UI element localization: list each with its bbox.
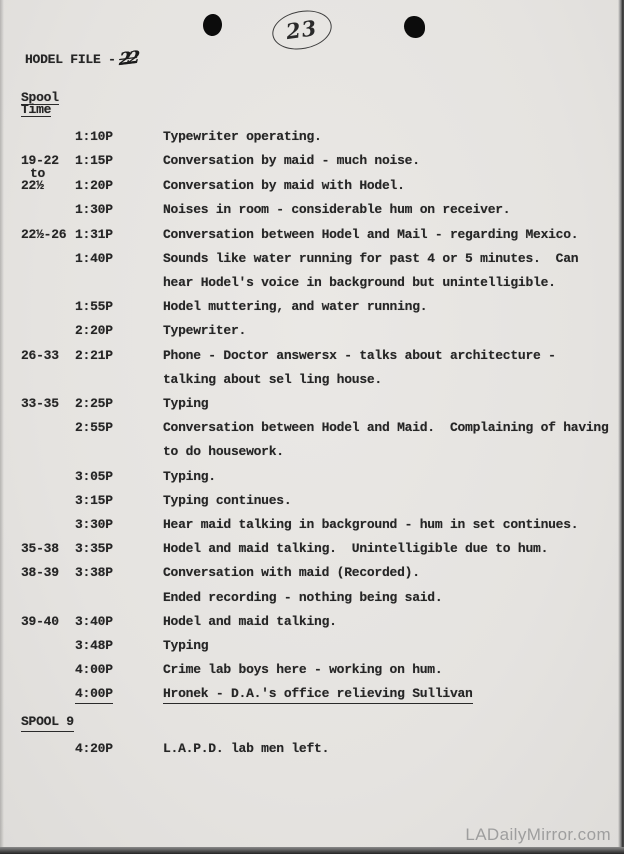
entry-text: Hronek - D.A.'s office relieving Sullivan: [163, 686, 473, 704]
spool-cell: 39-40: [21, 614, 59, 629]
section-row: [0, 714, 624, 734]
log-line: [0, 323, 624, 343]
column-header-spool: Spool: [21, 90, 59, 105]
entry-text: Conversation by maid with Hodel.: [163, 178, 405, 193]
log-line: [0, 614, 624, 634]
time-cell: 4:00P: [75, 662, 113, 677]
time-cell: 2:55P: [75, 420, 113, 435]
scan-edge-left: [0, 0, 4, 854]
time-cell: 1:31P: [75, 227, 113, 242]
entry-text: Conversation between Hodel and Maid. Complaining of having: [163, 420, 609, 435]
entry-text: Ended recording - nothing being said.: [163, 590, 443, 605]
hole-punch-left-icon: [202, 13, 223, 37]
log-line: [0, 590, 624, 610]
scan-edge-bottom: [0, 847, 624, 854]
time-cell: 1:20P: [75, 178, 113, 193]
time-cell: 1:10P: [75, 129, 113, 144]
document-title: HODEL FILE -: [25, 52, 116, 67]
spool-cell: 35-38: [21, 541, 59, 556]
spool-cell: to: [30, 166, 46, 181]
entry-text: Noises in room - considerable hum on receiver.: [163, 202, 511, 217]
time-cell: 4:00P: [75, 686, 113, 704]
time-cell: 3:30P: [75, 517, 113, 532]
entry-text: Sounds like water running for past 4 or 5 minutes. Can: [163, 251, 579, 266]
entry-text: Hear maid talking in background - hum in set continues.: [163, 517, 579, 532]
entry-text: L.A.P.D. lab men left.: [163, 741, 330, 756]
log-line: [0, 129, 624, 149]
entry-text: Conversation with maid (Recorded).: [163, 565, 420, 580]
log-line: [0, 202, 624, 222]
time-cell: 2:25P: [75, 396, 113, 411]
entry-text: Typing.: [163, 469, 216, 484]
log-line: [0, 517, 624, 537]
entry-text: Phone - Doctor answersx - talks about architecture -: [163, 348, 556, 363]
column-header-time: Time: [21, 102, 52, 117]
watermark: LADailyMirror.com: [465, 825, 611, 844]
time-cell: 1:55P: [75, 299, 113, 314]
time-cell: 3:48P: [75, 638, 113, 653]
section-heading: SPOOL 9: [21, 714, 74, 732]
entry-text: Hodel muttering, and water running.: [163, 299, 428, 314]
spool-cell: 22½: [21, 178, 44, 193]
entry-text: hear Hodel's voice in background but unintelligible.: [163, 275, 556, 290]
entry-text: Typewriter.: [163, 323, 247, 338]
entry-text: Conversation between Hodel and Mail - regarding Mexico.: [163, 227, 579, 242]
time-cell: 1:30P: [75, 202, 113, 217]
entry-text: Hodel and maid talking. Unintelligible due to hum.: [163, 541, 549, 556]
log-line: [0, 444, 624, 464]
log-line: [0, 741, 624, 761]
entry-text: Typing: [163, 396, 209, 411]
log-line: [0, 638, 624, 658]
spool-cell: 26-33: [21, 348, 59, 363]
log-line: [0, 469, 624, 489]
spool-cell: 19-22: [21, 153, 59, 168]
entry-text: Typewriter operating.: [163, 129, 322, 144]
handwritten-page-number-circle: [269, 6, 335, 55]
entry-text: Hodel and maid talking.: [163, 614, 337, 629]
log-line: [0, 541, 624, 561]
log-line: [0, 493, 624, 513]
log-line: [0, 662, 624, 682]
hole-punch-right-icon: [404, 16, 425, 38]
entry-text: Typing: [163, 638, 209, 653]
entry-text: Conversation by maid - much noise.: [163, 153, 420, 168]
time-cell: 3:40P: [75, 614, 113, 629]
log-line: [0, 251, 624, 271]
log-line: [0, 420, 624, 440]
time-cell: 3:15P: [75, 493, 113, 508]
entry-text: Typing continues.: [163, 493, 292, 508]
time-cell: 3:38P: [75, 565, 113, 580]
entry-text: talking about sel ling house.: [163, 372, 382, 387]
log-line: [0, 372, 624, 392]
spool-cell: 33-35: [21, 396, 59, 411]
spool-cell: 38-39: [21, 565, 59, 580]
log-line: [0, 396, 624, 416]
log-line: [0, 227, 624, 247]
page-number: 23: [284, 14, 320, 44]
time-cell: 1:40P: [75, 251, 113, 266]
entry-text: to do housework.: [163, 444, 284, 459]
scan-edge-right: [618, 0, 624, 854]
time-cell: 2:21P: [75, 348, 113, 363]
spool-cell: 22½-26: [21, 227, 67, 242]
time-cell: 3:35P: [75, 541, 113, 556]
time-cell: 4:20P: [75, 741, 113, 756]
time-cell: 2:20P: [75, 323, 113, 338]
entry-text: Crime lab boys here - working on hum.: [163, 662, 443, 677]
time-cell: 1:15P: [75, 153, 113, 168]
log-line: [0, 565, 624, 585]
log-line: [0, 686, 624, 706]
log-line: [0, 348, 624, 368]
time-cell: 3:05P: [75, 469, 113, 484]
log-line: [0, 178, 624, 198]
log-line: [0, 275, 624, 295]
log-line: [0, 299, 624, 319]
struck-out-number: 22: [118, 47, 138, 71]
